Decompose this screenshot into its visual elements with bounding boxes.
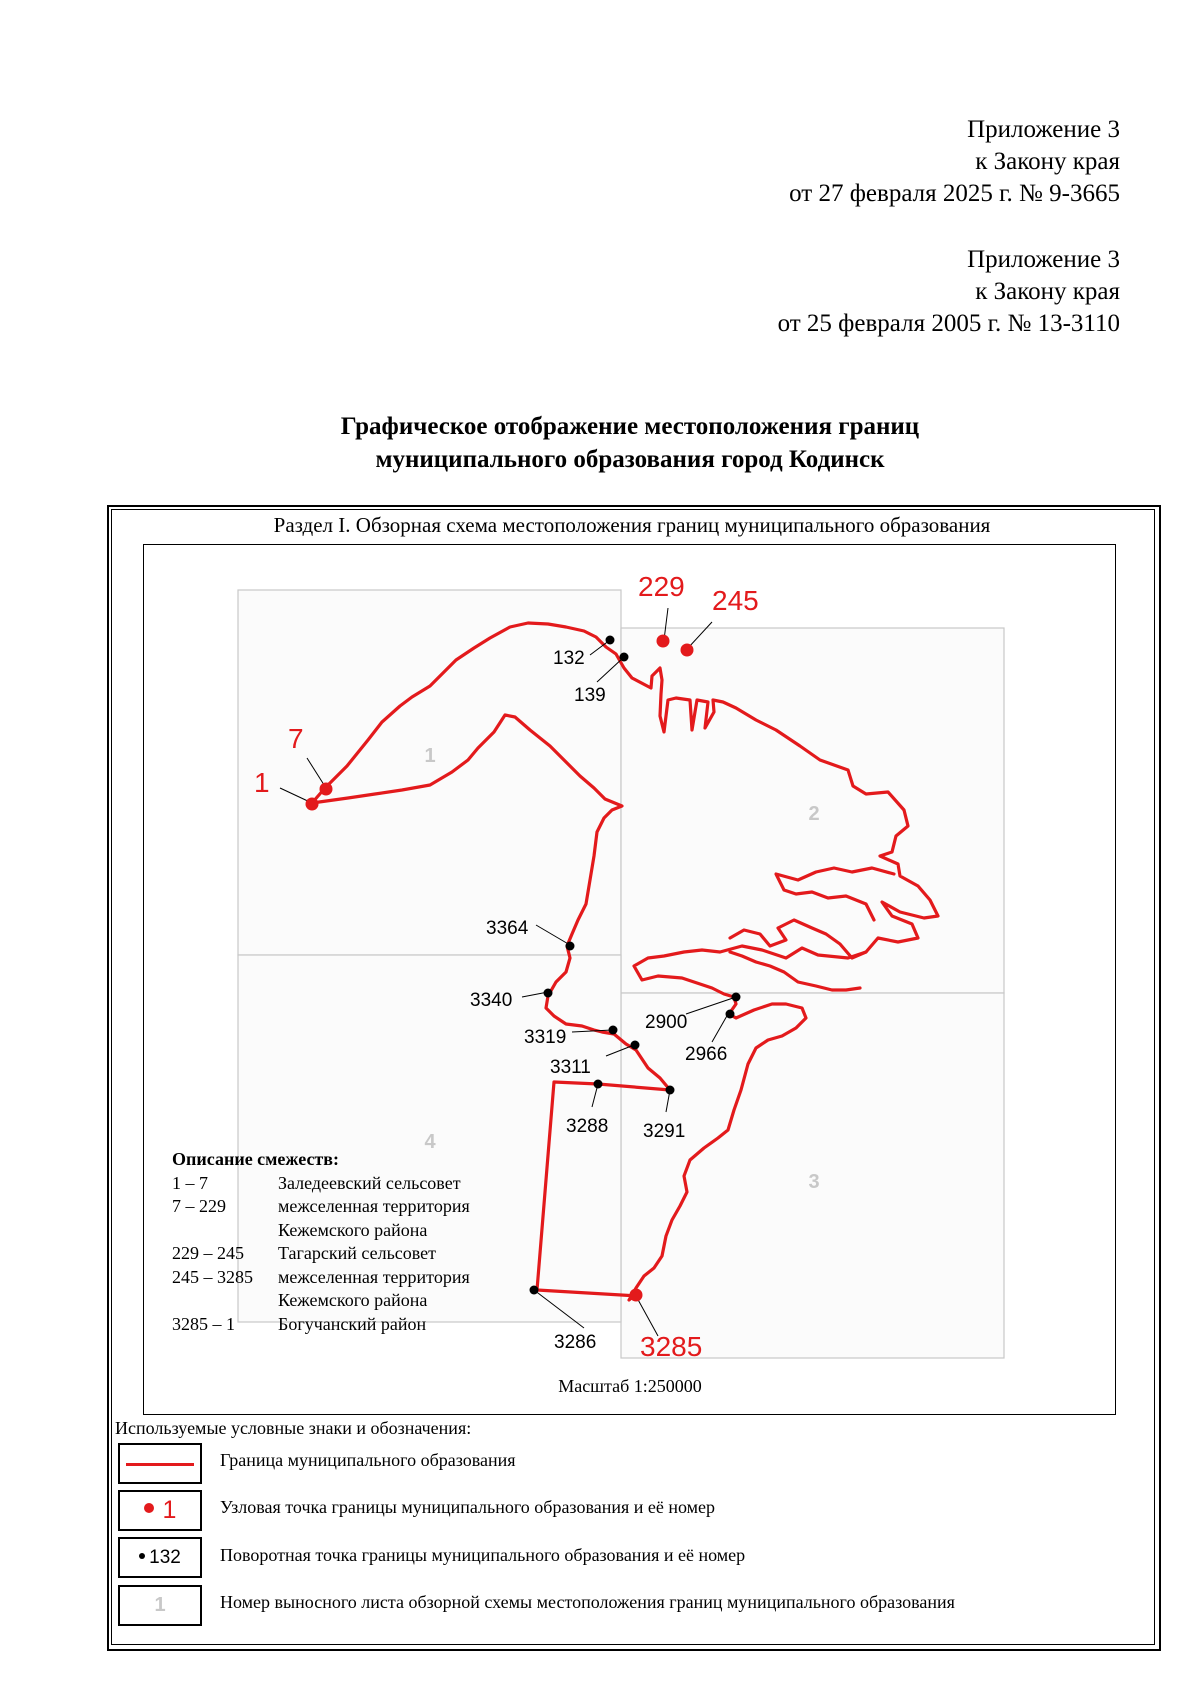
legend-title: Используемые условные знаки и обозначения: xyxy=(115,1418,472,1438)
adjacency-text: Тагарский сельсовет xyxy=(278,1243,437,1263)
legend-symbol-sheet-number xyxy=(118,1585,202,1626)
turn-label-3319: 3319 xyxy=(524,1027,567,1048)
turn-point-3286-marker xyxy=(530,1286,539,1295)
turn-label-2966: 2966 xyxy=(685,1044,728,1065)
node-label-1: 1 xyxy=(254,767,270,798)
node-point-3285-marker xyxy=(630,1289,643,1302)
turn-label-3288: 3288 xyxy=(566,1116,609,1137)
turn-point-3311-marker xyxy=(631,1041,640,1050)
document-title-line2: муниципального образования город Кодинск xyxy=(375,446,885,473)
turn-label-139: 139 xyxy=(574,685,606,706)
appendix-original-line3: от 25 февраля 2005 г. № 13-3110 xyxy=(777,310,1120,337)
turn-point-sample xyxy=(120,1539,200,1576)
turn-point-2900-marker xyxy=(732,993,741,1002)
turn-label-3364: 3364 xyxy=(486,918,529,939)
section-title: Раздел I. Обзорная схема местоположения границ муниципального образования xyxy=(273,513,991,537)
adjacency-row xyxy=(172,1313,470,1337)
turn-label-3286: 3286 xyxy=(554,1332,597,1353)
adjacency-range xyxy=(172,1219,278,1243)
adjacency-range: 245 – 3285 xyxy=(172,1266,253,1287)
adjacency-text: межселенная территория xyxy=(278,1196,470,1216)
legend-text-boundary: Граница муниципального образования xyxy=(220,1450,516,1470)
sheet-number-sample: 1 xyxy=(154,1594,166,1616)
legend-text-sheet-number: Номер выносного листа обзорной схемы местоположения границ муниципального образования xyxy=(220,1592,955,1612)
turn-point-2966-marker xyxy=(726,1010,735,1019)
turn-point-139-marker xyxy=(620,653,629,662)
adjacency-row xyxy=(172,1219,470,1243)
adjacency-table xyxy=(172,1172,470,1337)
adjacency-heading: Описание смежеств: xyxy=(172,1149,339,1169)
adjacency-text: Кежемского района xyxy=(278,1219,428,1240)
appendix-original-line1: Приложение 3 xyxy=(967,246,1120,273)
node-label-229: 229 xyxy=(638,571,685,602)
map-scale: Масштаб 1:250000 xyxy=(558,1376,702,1396)
turn-point-3291-marker xyxy=(666,1086,675,1095)
adjacency-range: 229 – 245 xyxy=(172,1243,244,1263)
appendix-current-line1: Приложение 3 xyxy=(967,116,1120,143)
turn-point-3319-marker xyxy=(609,1026,618,1035)
node-point-sample-number: 1 xyxy=(162,1496,177,1524)
adjacency-row xyxy=(172,1289,470,1313)
sheet-label-1: 1 xyxy=(424,745,436,767)
document-title-line1: Графическое отображение местоположения границ xyxy=(340,413,920,440)
legend-text-node-point: Узловая точка границы муниципального образования и её номер xyxy=(220,1497,716,1517)
node-label-3285: 3285 xyxy=(640,1331,703,1362)
sheet-label-4: 4 xyxy=(424,1131,436,1153)
adjacency-row xyxy=(172,1195,470,1219)
adjacency-row xyxy=(172,1172,470,1196)
turn-point-3364-marker xyxy=(566,942,575,951)
turn-label-132: 132 xyxy=(553,648,585,669)
node-point-229-marker xyxy=(657,635,670,648)
turn-label-3340: 3340 xyxy=(470,990,513,1011)
adjacency-text: Заледеевский сельсовет xyxy=(278,1172,461,1193)
appendix-current-line3: от 27 февраля 2025 г. № 9-3665 xyxy=(789,180,1120,207)
adjacency-description xyxy=(172,1148,470,1336)
turn-point-sample-number: 132 xyxy=(149,1547,181,1568)
adjacency-text: Богучанский район xyxy=(278,1313,427,1334)
adjacency-range: 1 – 7 xyxy=(172,1172,208,1193)
sheet-label-3: 3 xyxy=(808,1171,820,1193)
adjacency-text: Кежемского района xyxy=(278,1290,428,1310)
adjacency-row xyxy=(172,1266,470,1290)
node-point-1-marker xyxy=(306,798,319,811)
node-label-245: 245 xyxy=(712,585,759,616)
adjacency-text: межселенная территория xyxy=(278,1266,470,1287)
legend-symbol-boundary xyxy=(118,1443,202,1484)
node-label-7: 7 xyxy=(288,723,304,754)
appendix-current-line2: к Закону края xyxy=(975,148,1120,175)
legend-symbol-node-point xyxy=(118,1490,202,1531)
turn-dot-icon xyxy=(139,1553,145,1559)
sheet-1-area xyxy=(238,590,621,955)
node-dot-icon xyxy=(144,1503,154,1513)
node-point-sample xyxy=(120,1492,200,1529)
adjacency-range: 3285 – 1 xyxy=(172,1313,235,1334)
adjacency-range xyxy=(172,1289,278,1313)
adjacency-row xyxy=(172,1242,470,1266)
boundary-line-sample xyxy=(126,1463,194,1466)
turn-point-132-marker xyxy=(606,636,615,645)
turn-label-3311: 3311 xyxy=(550,1057,591,1078)
legend-text-turn-point: Поворотная точка границы муниципального образования и её номер xyxy=(220,1545,746,1565)
node-point-245-marker xyxy=(681,644,694,657)
appendix-original-line2: к Закону края xyxy=(975,278,1120,305)
turn-point-3288-marker xyxy=(594,1080,603,1089)
turn-label-3291: 3291 xyxy=(643,1121,686,1142)
sheet-label-2: 2 xyxy=(808,803,820,825)
legend-symbol-turn-point xyxy=(118,1537,202,1578)
adjacency-range: 7 – 229 xyxy=(172,1196,226,1216)
turn-label-2900: 2900 xyxy=(645,1012,688,1033)
turn-point-3340-marker xyxy=(544,989,553,998)
node-point-7-marker xyxy=(320,783,333,796)
